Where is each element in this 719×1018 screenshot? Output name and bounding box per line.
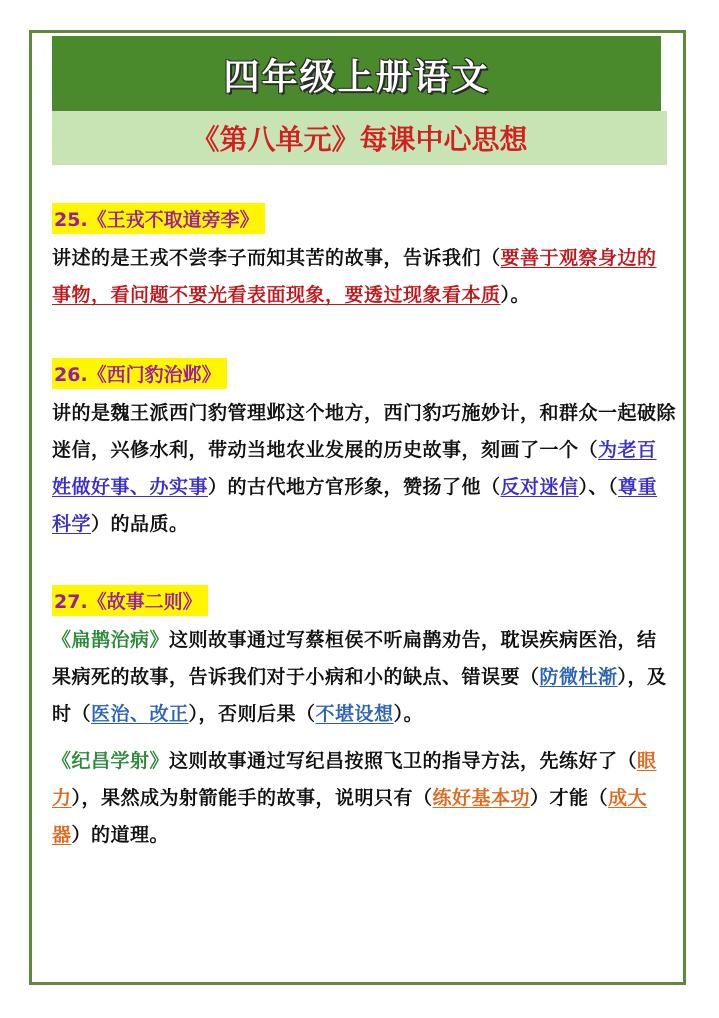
lesson-25-summary (52, 240, 676, 314)
page-subtitle: 《第八单元》每课中心思想 (52, 111, 667, 165)
story-bianque-text-3: ），否则后果（ (188, 703, 316, 725)
story-bianque-text-4: ）。 (393, 703, 424, 725)
lesson-27-title: 27.《故事二则》 (52, 585, 208, 616)
page-title: 四年级上册语文 (52, 36, 661, 112)
story-jichang-text-4: ）的道理。 (71, 824, 170, 846)
story-bianque-answer-3: 不堪设想 (315, 703, 394, 725)
lesson-25 (52, 203, 676, 314)
lesson-26-text-2: ）的古代地方官形象，赞扬了他（ (208, 476, 501, 498)
lesson-25-title: 25.《王戎不取道旁李》 (52, 203, 265, 234)
lesson-26-answer-2: 反对迷信 (500, 476, 579, 498)
story-jichang-title: 《纪昌学射》 (52, 750, 170, 772)
lesson-26-summary (52, 395, 676, 543)
story-bianque-summary (52, 622, 676, 733)
story-bianque-text-1: 这则故事通过写蔡桓侯不听扁鹊劝告，耽误疾病医治，结果病死的故事，告诉我们对于小病和小的缺点、错误要（ (52, 629, 657, 688)
content (52, 203, 676, 854)
lesson-27 (52, 585, 676, 854)
lesson-26-text-1: 讲的是魏王派西门豹管理邺这个地方，西门豹巧施妙计，和群众一起破除迷信，兴修水利，带动当地农业发展的历史故事，刻画了一个（ (52, 402, 677, 461)
lesson-25-answer: 要善于观察身边的事物，看问题不要光看表面现象，要透过现象看本质 (52, 247, 657, 306)
story-jichang-text-3: ）才能（ (530, 787, 609, 809)
story-jichang-answer-2: 练好基本功 (432, 787, 531, 809)
lesson-26-title: 26.《西门豹治邺》 (52, 358, 227, 389)
lesson-26 (52, 358, 676, 543)
lesson-26-text-4: ）的品质。 (91, 513, 189, 535)
story-jichang-answer-1: 眼力 (52, 750, 657, 809)
story-bianque-text-2: ），及时（ (52, 666, 667, 725)
story-bianque-title: 《扁鹊治病》 (52, 629, 170, 651)
story-bianque-answer-1: 防微杜渐 (539, 666, 618, 688)
story-jichang-summary (52, 743, 676, 854)
story-jichang-answer-3: 成大器 (52, 787, 648, 846)
lesson-26-answer-3: 尊重科学 (52, 476, 658, 535)
story-jichang-text-2: ），果然成为射箭能手的故事，说明只有（ (71, 787, 433, 809)
lesson-25-text-2: ）。 (500, 284, 531, 306)
story-bianque-answer-2: 医治、改正 (91, 703, 189, 725)
lesson-26-text-3: ）、（ (578, 476, 619, 498)
lesson-26-answer-1: 为老百姓做好事、办实事 (52, 439, 657, 498)
lesson-25-text-1: 讲述的是王戎不尝李子而知其苦的故事，告诉我们（ (52, 247, 501, 269)
story-jichang-text-1: 这则故事通过写纪昌按照飞卫的指导方法，先练好了（ (169, 750, 638, 772)
